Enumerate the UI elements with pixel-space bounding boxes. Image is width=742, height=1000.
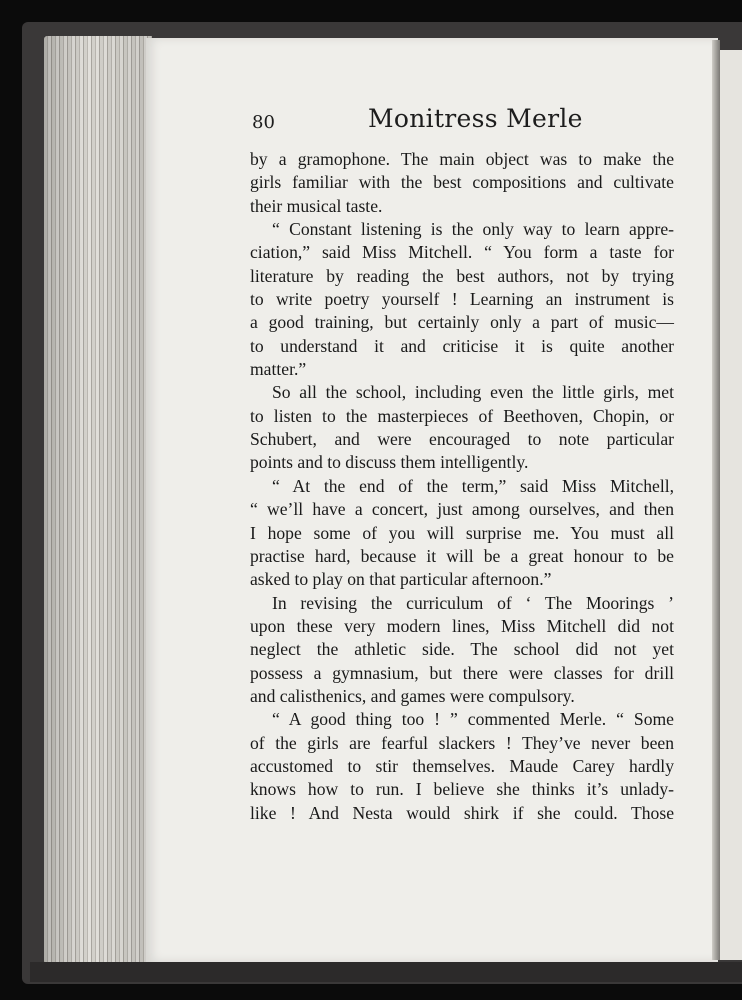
text-line: by a gramophone. The main object was to make the (250, 149, 674, 169)
text-line: literature by reading the best authors, not by trying (250, 265, 674, 286)
text-line: asked to play on that particular afternoon.” (250, 569, 552, 590)
text-line: I hope some of you will surprise me. You must all (250, 522, 674, 543)
text-line: a good training, but certainly only a part of music— (250, 312, 674, 333)
text-line: girls familiar with the best compositions and cultivate (250, 172, 674, 193)
text-line: to understand it and criticise it is quite another (250, 335, 674, 356)
running-title: Monitress Merle (368, 104, 583, 133)
text-line: accustomed to stir themselves. Maude Carey hardly (250, 755, 674, 776)
text-line: So all the school, including even the little girls, met (272, 382, 674, 403)
facing-page-edge (720, 50, 742, 960)
text-line: upon these very modern lines, Miss Mitchell did not (250, 615, 674, 636)
text-line: neglect the athletic side. The school did not yet (250, 639, 674, 660)
text-line: In revising the curriculum of ‘ The Moorings ’ (272, 592, 674, 613)
text-line: matter.” (250, 359, 307, 380)
text-line: “ A good thing too ! ” commented Merle. “ Some (272, 709, 674, 730)
text-line: their musical taste. (250, 195, 383, 216)
text-line: “ we’ll have a concert, just among ourselves, and then (250, 499, 674, 520)
page-gutter (712, 40, 720, 960)
text-line: of the girls are fearful slackers ! They’ve never been (250, 732, 674, 753)
text-line: practise hard, because it will be a great honour to be (250, 545, 674, 566)
text-line: like ! And Nesta would shirk if she could. Those (250, 802, 674, 823)
body-text (250, 148, 674, 825)
text-line: to write poetry yourself ! Learning an instrument is (250, 289, 674, 310)
text-line: “ At the end of the term,” said Miss Mitchell, (272, 475, 674, 496)
page-edges-shadow (44, 36, 152, 964)
cover-bottom-edge (30, 962, 742, 982)
text-line: “ Constant listening is the only way to learn appre- (272, 219, 674, 240)
text-line: and calisthenics, and games were compulsory. (250, 685, 575, 706)
running-head (250, 104, 675, 138)
text-line: ciation,” said Miss Mitchell. “ You form a taste for (250, 242, 674, 263)
text-line: points and to discuss them intelligently. (250, 452, 529, 473)
text-line: knows how to run. I believe she thinks it’s unlady- (250, 779, 674, 800)
text-line: to listen to the masterpieces of Beethoven, Chopin, or (250, 405, 674, 426)
text-line: Schubert, and were encouraged to note particular (250, 429, 674, 450)
text-line: possess a gymnasium, but there were classes for drill (250, 662, 674, 683)
page-number: 80 (252, 112, 275, 133)
